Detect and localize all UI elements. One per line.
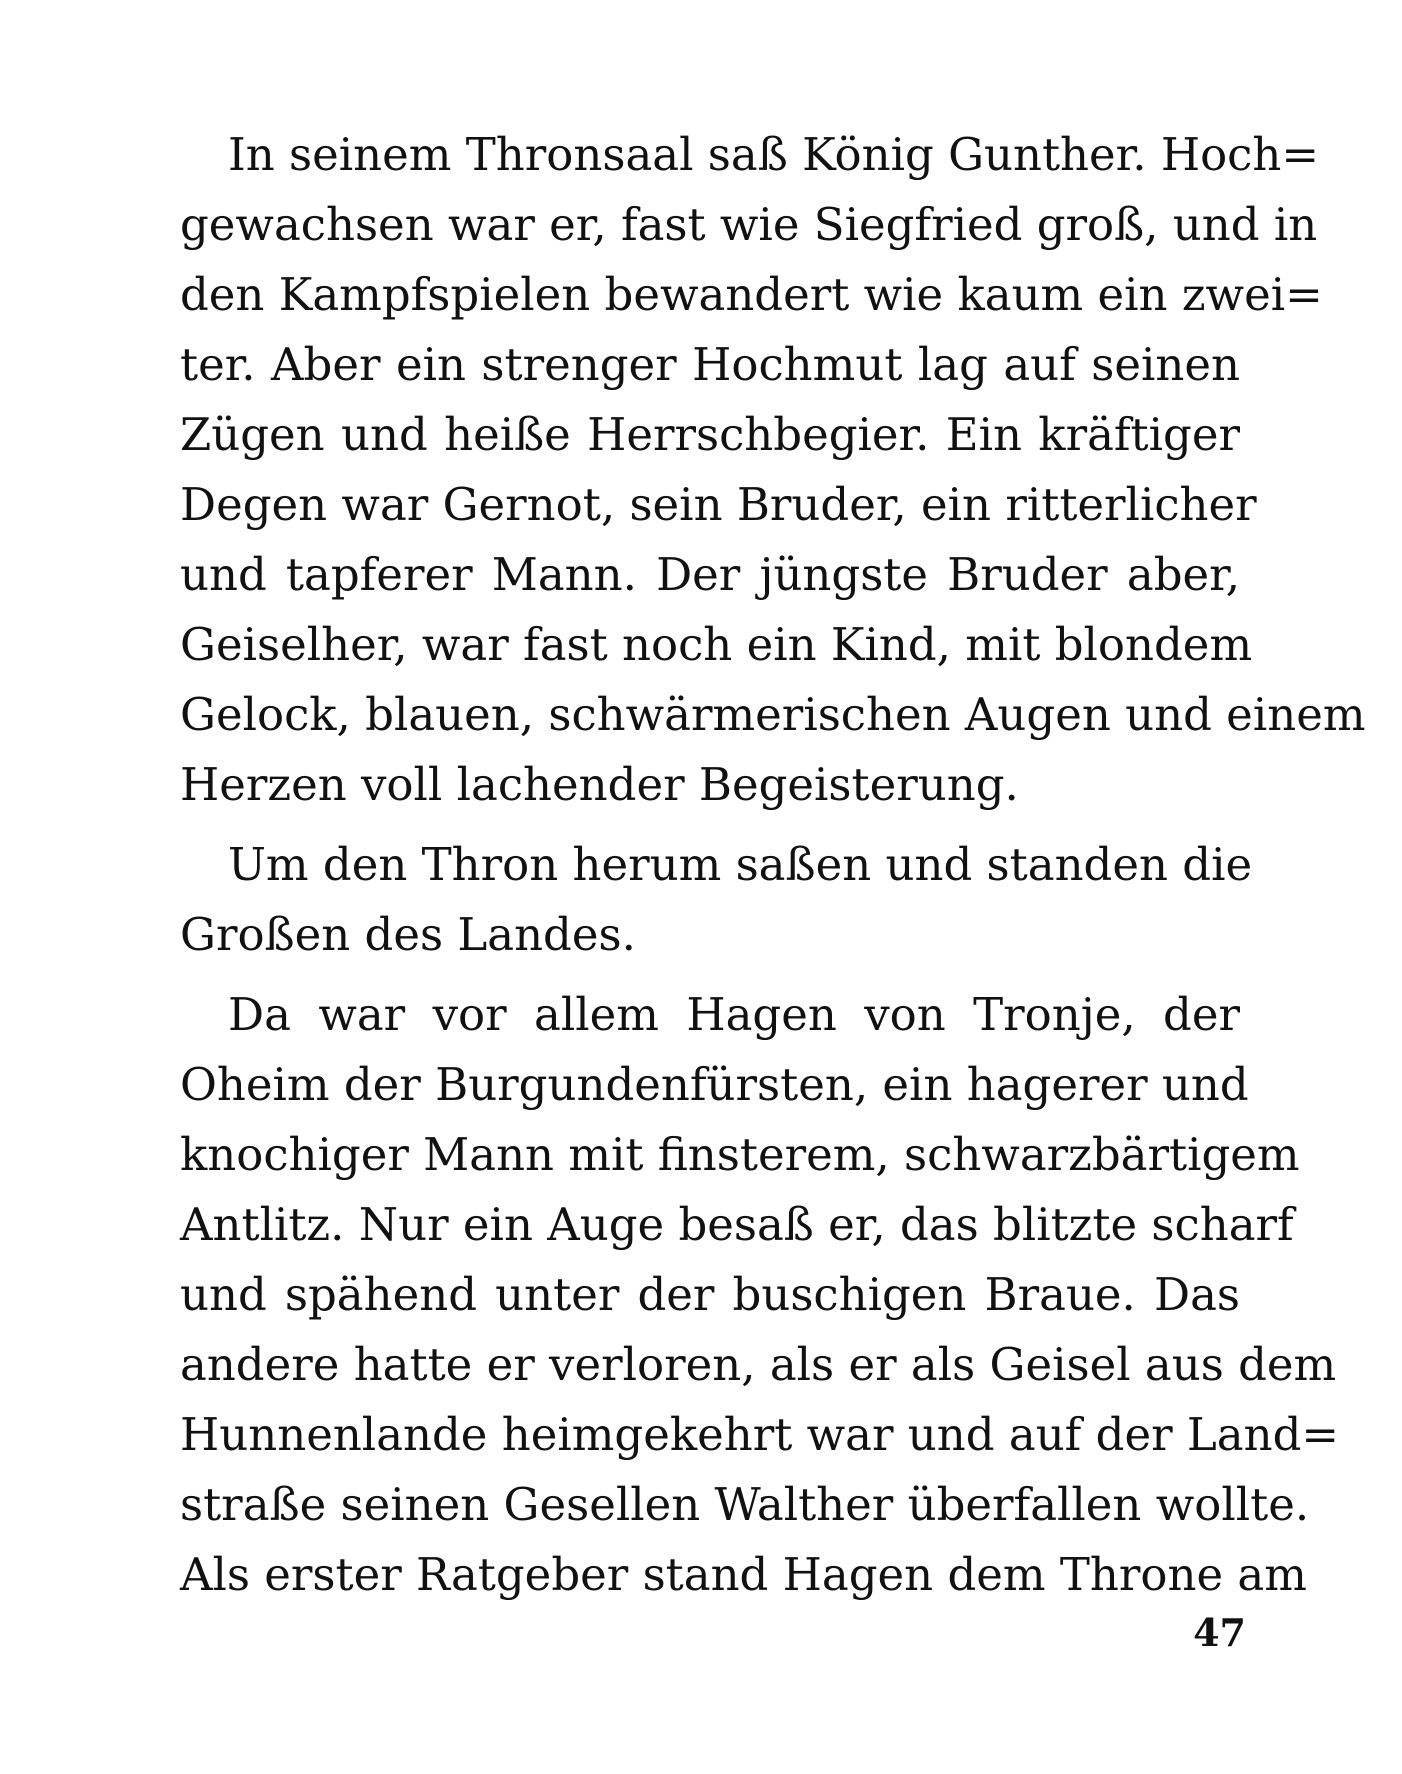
text-line: Zügen und heiße Herrschbegier. Ein kräftiger bbox=[180, 408, 1240, 461]
text-line: gewachsen war er, fast wie Siegfried groß, und in bbox=[180, 198, 1318, 251]
paragraph-3 bbox=[180, 980, 1340, 1610]
text-line: Oheim der Burgundenfürsten, ein hagerer und bbox=[180, 1058, 1249, 1111]
text-line: Als erster Ratgeber stand Hagen dem Throne am bbox=[180, 1548, 1307, 1601]
text-line: Großen des Landes. bbox=[180, 908, 636, 961]
text-line: knochiger Mann mit finsterem, schwarzbärtigem bbox=[180, 1128, 1300, 1181]
text-line: und tapferer Mann. Der jüngste Bruder aber, bbox=[180, 548, 1240, 601]
text-line: ter. Aber ein strenger Hochmut lag auf seinen bbox=[180, 338, 1240, 391]
paragraph-2 bbox=[180, 830, 1253, 970]
text-line: andere hatte er verloren, als er als Geisel aus dem bbox=[180, 1338, 1337, 1391]
text-line: Antlitz. Nur ein Auge besaß er, das blitzte scharf bbox=[180, 1198, 1294, 1251]
text-line: und spähend unter der buschigen Braue. Das bbox=[180, 1268, 1240, 1321]
text-line: den Kampfspielen bewandert wie kaum ein zwei= bbox=[180, 268, 1323, 321]
text-line: Herzen voll lachender Begeisterung. bbox=[180, 758, 1019, 811]
text-line: Geiselher, war fast noch ein Kind, mit blondem bbox=[180, 618, 1253, 671]
text-line: Da war vor allem Hagen von Tronje, der bbox=[228, 988, 1240, 1041]
text-line: In seinem Thronsaal saß König Gunther. Hoch= bbox=[228, 128, 1320, 181]
text-line: Degen war Gernot, sein Bruder, ein ritterlicher bbox=[180, 478, 1257, 531]
page-number: 47 bbox=[1193, 1610, 1246, 1655]
text-line: Hunnenlande heimgekehrt war und auf der Land= bbox=[180, 1408, 1340, 1461]
text-line: straße seinen Gesellen Walther überfallen wollte. bbox=[180, 1478, 1310, 1531]
text-line: Um den Thron herum saßen und standen die bbox=[228, 838, 1253, 891]
paragraph-1 bbox=[180, 120, 1366, 820]
text-line: Gelock, blauen, schwärmerischen Augen und einem bbox=[180, 688, 1366, 741]
